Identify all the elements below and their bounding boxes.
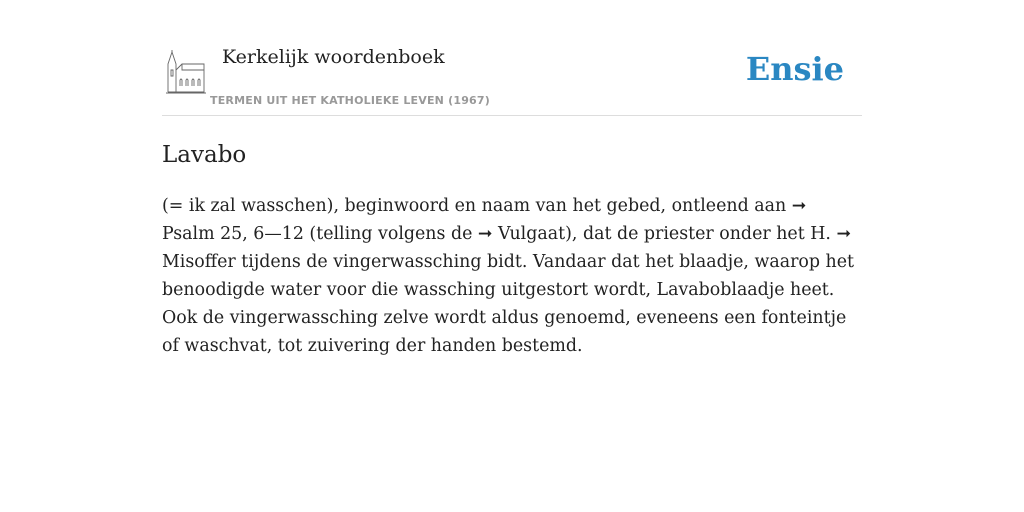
- entry-text: (= ik zal wasschen), beginwoord en naam van het gebed, ontleend aan: [162, 196, 792, 216]
- book-header: [162, 40, 862, 116]
- church-icon[interactable]: [166, 50, 206, 94]
- xref-label: Misoffer: [162, 252, 236, 272]
- entry-body: [162, 192, 862, 360]
- entry-title: Lavabo: [162, 142, 247, 168]
- ensie-logo-link[interactable]: Ensie: [745, 50, 844, 88]
- arrow-right-icon: ➞: [477, 224, 493, 244]
- xref-label: Vulgaat: [498, 224, 566, 244]
- arrow-right-icon: ➞: [791, 196, 807, 216]
- book-subtitle: TERMEN UIT HET KATHOLIEKE LEVEN (1967): [210, 94, 490, 107]
- entry-text: , 6—12 (telling volgens de: [242, 224, 478, 244]
- arrow-right-icon: ➞: [836, 224, 852, 244]
- xref-vulgaat[interactable]: [478, 224, 565, 244]
- entry-text: ), dat de priester onder het H.: [565, 224, 837, 244]
- xref-label: Psalm 25: [162, 224, 243, 244]
- page-container: [162, 40, 862, 360]
- entry-text: tijdens de vingerwassching bidt. Vandaar dat het blaadje, waarop het benoodigde water voor die wassching uitgestort wordt, Lavaboblaadje heet. Ook de vingerwassching zelve wordt aldus genoemd, eveneens een fonteintje of waschvat, tot zuivering der handen bestemd.: [162, 252, 855, 356]
- book-title[interactable]: Kerkelijk woordenboek: [222, 46, 445, 68]
